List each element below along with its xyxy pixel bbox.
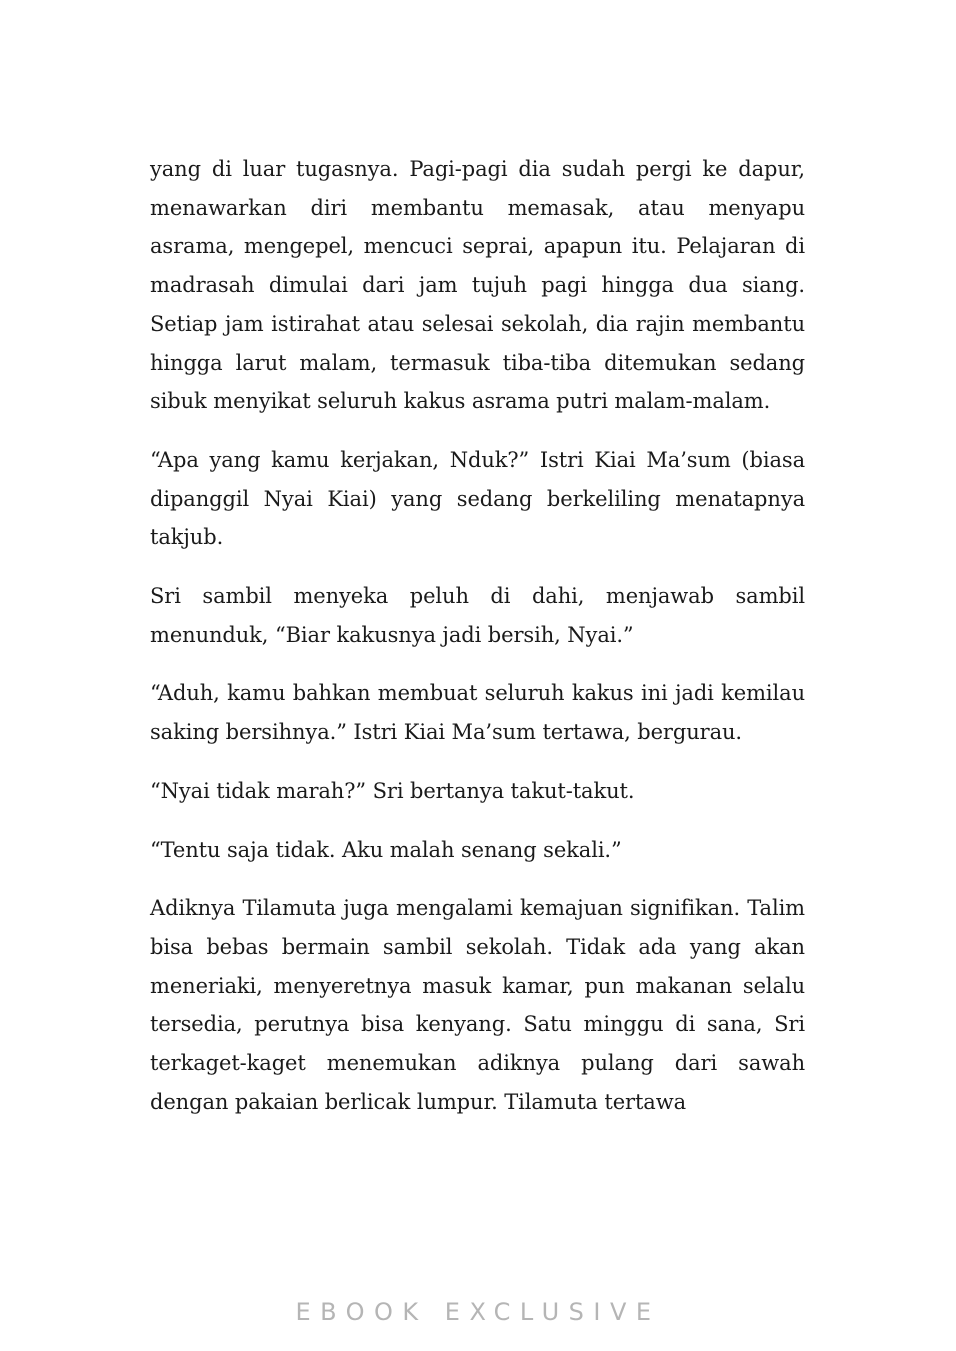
page-body (150, 150, 805, 1141)
paragraph: “Apa yang kamu kerjakan, Nduk?” Istri Kiai Ma’sum (biasa dipanggil Nyai Kiai) yang sedang berkeliling menatapnya takjub. (150, 447, 805, 550)
paragraph: “Nyai tidak marah?” Sri bertanya takut-takut. (150, 778, 635, 803)
paragraph: “Tentu saja tidak. Aku malah senang sekali.” (150, 837, 622, 862)
footer-watermark: EBOOK EXCLUSIVE (295, 1298, 661, 1326)
paragraph: Adiknya Tilamuta juga mengalami kemajuan signifikan. Talim bisa bebas bermain sambil sekolah. Tidak ada yang akan meneriaki, menyeretnya masuk kamar, pun makanan selalu tersedia, perutnya bisa kenyang. Satu minggu di sana, Sri terkaget-kaget menemukan adiknya pulang dari sawah dengan pakaian berlicak lumpur. Tilamuta tertawa (150, 896, 805, 1114)
paragraph: Sri sambil menyeka peluh di dahi, menjawab sambil menunduk, “Biar kakusnya jadi bersih, Nyai.” (150, 584, 805, 647)
paragraph: yang di luar tugasnya. Pagi-pagi dia sudah pergi ke dapur, menawarkan diri membantu memasak, atau menyapu asrama, mengepel, mencuci seprai, apapun itu. Pelajaran di madrasah dimulai dari jam tujuh pagi hingga dua siang. Setiap jam istirahat atau selesai sekolah, dia rajin membantu hingga larut malam, termasuk tiba-tiba ditemukan sedang sibuk menyikat seluruh kakus asrama putri malam-malam. (150, 157, 805, 414)
paragraph: “Aduh, kamu bahkan membuat seluruh kakus ini jadi kemilau saking bersihnya.” Istri Kiai Ma’sum tertawa, bergurau. (150, 681, 805, 745)
